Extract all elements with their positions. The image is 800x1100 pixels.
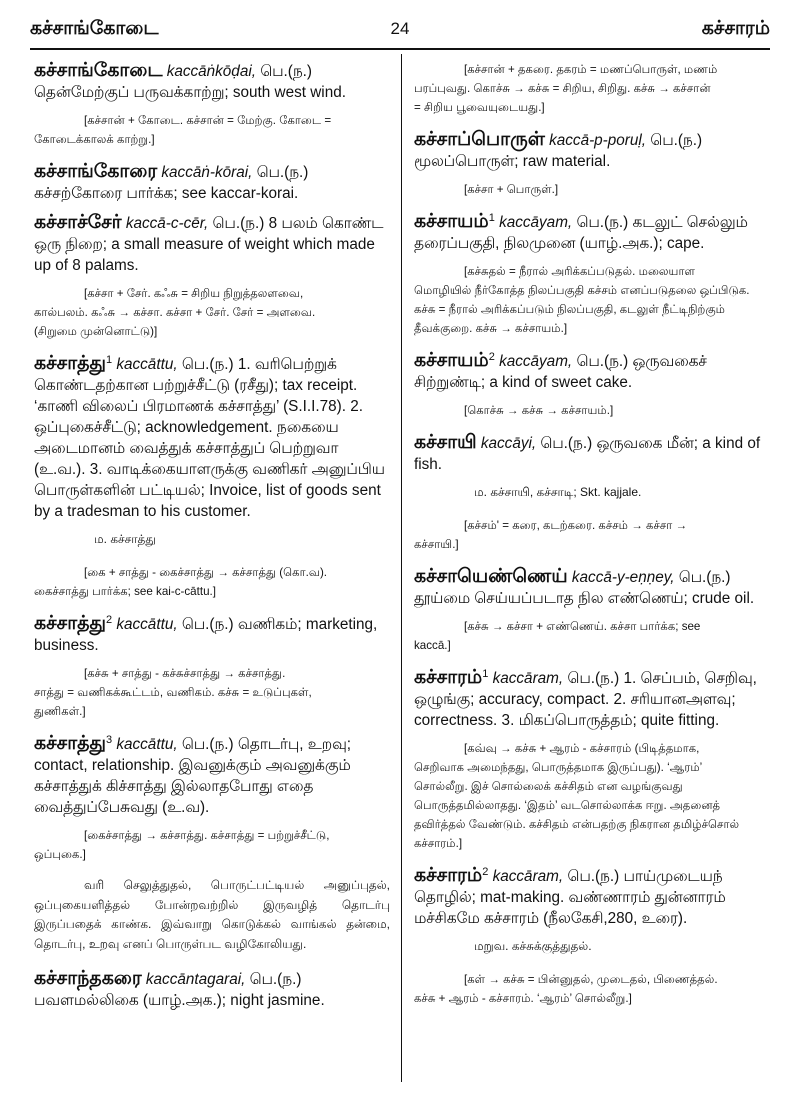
etymology-line: தவிர்த்தல் வேண்டும். கச்சிதம் என்பதற்கு நிகரான தமிழ்ச்சொல் — [414, 818, 740, 831]
part-of-speech: பெ.(ந.) — [256, 164, 309, 181]
etymology-line: தீவக்குறை. கச்சு → கச்சாயம்.] — [414, 322, 568, 335]
definition: கடலுட் செல்லும் தரைப்பகுதி, நிலமுனை (யாழ்.அக.); cape. — [414, 214, 748, 252]
etymology-line: [கைச்சாத்து → கச்சாத்து. கச்சாத்து = பற்றுச்சீட்டு, — [84, 829, 330, 842]
part-of-speech: பெ.(ந.) — [181, 616, 234, 633]
transliteration: kaccāṅkōḍai, — [166, 63, 256, 80]
etymology-line: = சிறிய பூவையுடையது.] — [414, 101, 545, 114]
right-column — [414, 60, 762, 1020]
page-number: 24 — [390, 19, 410, 38]
etymology — [34, 111, 390, 149]
definition: மூலப்பொருள்; raw material. — [414, 153, 611, 170]
part-of-speech: பெ.(ந.) — [249, 971, 302, 988]
part-of-speech: பெ.(ந.) — [678, 569, 731, 586]
page-header — [30, 18, 770, 44]
headword: கச்சாயம் — [414, 350, 489, 371]
part-of-speech: பெ.(ந.) — [576, 214, 629, 231]
definition: பவளமல்லிகை (யாழ்.அக.); night jasmine. — [34, 992, 325, 1009]
etymology-line: [கச்சம்' = கரை, கடற்கரை. கச்சம் → கச்சா → — [464, 519, 688, 532]
dictionary-entry — [414, 566, 762, 609]
etymology — [414, 516, 762, 554]
transliteration: kaccāram, — [492, 670, 564, 687]
dictionary-entry — [34, 968, 390, 1011]
etymology-line: [கச்சா + பொருள்.] — [464, 183, 559, 196]
left-guide-word: கச்சாங்கோடை — [30, 18, 159, 39]
etymology-line: கச்சாயி.] — [414, 538, 459, 551]
headword: கச்சாயெண்ணெய் — [414, 566, 568, 587]
homograph-number: 2 — [482, 865, 489, 878]
etymology-line: [கச்சான் + கோடை. கச்சான் = மேற்கு. கோடை = — [84, 114, 332, 127]
headword: கச்சாங்கோரை — [34, 161, 158, 182]
etymology-line: (சிறுமை முன்னொட்டு)] — [34, 325, 158, 338]
etymology-line: [கவ்வு → கச்சு + ஆரம் - கச்சாரம் (பிடித்தமாக, — [464, 742, 700, 755]
headword: கச்சாயம் — [414, 211, 489, 232]
etymology-line: [கள் → கச்சு = பின்னுதல், முடைதல், பிணைத்தல். — [464, 973, 718, 986]
etymology-line: சாத்து = வணிகக்கூட்டம், வணிகம். கச்சு = உடுப்புகள், — [34, 686, 312, 699]
transliteration: kaccā-c-cēr, — [125, 215, 209, 232]
etymology-line: செறிவாக அமைந்தது, பொருத்தமாக இருப்பது). ‘ஆரம்’ — [414, 761, 703, 774]
etymology-line: [கச்சுதல் = நீரால் அரிக்கப்படுதல். மலையாள — [464, 265, 695, 278]
etymology — [34, 284, 390, 341]
dictionary-entry — [414, 865, 762, 929]
part-of-speech: பெ.(ந.) — [576, 353, 629, 370]
headword: கச்சாத்து — [34, 613, 106, 634]
transliteration: kaccāttu, — [116, 356, 178, 373]
etymology-line: கோடைக்காலக் காற்று.] — [34, 133, 155, 146]
definition: 8 பலம் கொண்ட ஒரு நிறை; a small measure of weight which made up of 8 palams. — [34, 215, 384, 274]
part-of-speech: பெ.(ந.) — [212, 215, 265, 232]
homograph-number: 1 — [482, 667, 489, 680]
transliteration: kaccā-y-eṇṇey, — [571, 569, 675, 586]
dictionary-entry — [414, 432, 762, 475]
etymology — [414, 739, 762, 853]
etymology-line: கச்சு + ஆரம் - கச்சாரம். ‘ஆரம்’ சொல்லீறு.] — [414, 992, 632, 1005]
etymology-line: [கை + சாத்து - கைச்சாத்து → கச்சாத்து (கொ.வ). — [84, 566, 328, 579]
etymology-line: ஒப்புகை.] — [34, 848, 86, 861]
etymology — [34, 664, 390, 721]
dictionary-entry — [34, 212, 390, 276]
homograph-number: 3 — [105, 733, 113, 746]
etymology — [414, 180, 762, 199]
definition: ஒருவகைச் சிற்றுண்டி; a kind of sweet cake. — [414, 353, 707, 391]
dictionary-entry — [34, 613, 390, 656]
headword: கச்சாயி — [414, 432, 477, 453]
etymology-line: கச்சாரம்.] — [414, 837, 463, 850]
usage-note: வரி செலுத்துதல், பொருட்பட்டியல் அனுப்புதல், ஒப்புகையளித்தல் போன்றவற்றில் இருவழித் தொடர்பு இருப்பதைக் காண்க. இவ்வாறு கொடுக்கல் வாங்கல் தன்மை, தொடர்பு, உறவு எனப் பொருள்பட வழிகோலியது. — [34, 878, 390, 951]
definition: 1. வரிபெற்றுக் கொண்டதற்கான பற்றுச்சீட்டு (ரசீது); tax receipt. ‘காணி விலைப் பிரமாணக் கச்சாத்து’ (S.I.I.78). 2. ஒப்புகைச்சீட்டு; acknowledgement. நகையை அடைமானம் வைத்துக் கச்சாத்துப் பெற்றுவா (உ.வ.). 3. வாடிக்கையாளருக்கு வணிகர் அனுப்பிய பொருள்களின் பட்டியல்; Invoice, list of goods sent by a tradesman to his customer. — [34, 356, 385, 520]
etymology-line: பொருத்தமில்லாதது. ‘இதம்’ வடசொல்லாக்க ஈறு. அதனைத் — [414, 799, 721, 812]
headword: கச்சாத்து — [34, 733, 106, 754]
dictionary-entry — [414, 129, 762, 172]
etymology-line: கச்சு = நீரால் அரிக்கப்படும் நிலப்பகுதி, கடலுள் நீட்டிநிற்கும் — [414, 303, 726, 316]
etymology-line: [கொச்சு → கச்சு → கச்சாயம்.] — [464, 404, 614, 417]
headword: கச்சாரம் — [414, 865, 483, 886]
etymology — [414, 970, 762, 1008]
column-divider — [401, 54, 402, 1082]
definition: 1. செப்பம், செறிவு, ஒழுங்கு; accuracy, compact. 2. சரியானஅளவு; correctness. 3. மிகப்பொருத்தம்; quite fitting. — [414, 670, 757, 729]
etymology-line: மொழியில் நீர்கோத்த நிலப்பகுதி கச்சம் எனப்படுதலை ஒப்பிடுக. — [414, 284, 750, 297]
transliteration: kaccāttu, — [116, 736, 178, 753]
etymology — [414, 262, 762, 338]
dictionary-entry — [34, 733, 390, 818]
part-of-speech: பெ.(ந.) — [260, 63, 313, 80]
left-column — [34, 60, 390, 1019]
headword: கச்சாந்தகரை — [34, 968, 142, 989]
etymology-line: கைச்சாத்து பார்க்க; see kai-c-cāttu.] — [34, 585, 216, 598]
etymology-line: [கச்சா + சேர். கஃசு = சிறிய நிறுத்தலளவை, — [84, 287, 304, 300]
etymology-line: துணிகள்.] — [34, 705, 86, 718]
cognates: ம. கச்சாத்து — [94, 532, 156, 546]
etymology — [414, 617, 762, 655]
headword: கச்சாங்கோடை — [34, 60, 163, 81]
definition: வணிகம்; marketing, business. — [34, 616, 378, 654]
headword: கச்சாத்து — [34, 353, 106, 374]
homograph-number: 2 — [488, 350, 495, 363]
part-of-speech: பெ.(ந.) — [567, 670, 620, 687]
etymology-line: [கச்சு → கச்சா + எண்ணெய். கச்சா பார்க்க; see — [464, 620, 701, 633]
cognates: ம. கச்சாயி, கச்சாடி; Skt. kajjale. — [474, 485, 642, 499]
header-rule — [30, 48, 770, 50]
right-guide-word: கச்சாரம் — [701, 18, 770, 39]
homograph-number: 2 — [105, 613, 113, 626]
etymology-line: [கச்சு + சாத்து - கச்சுச்சாத்து → கச்சாத்து. — [84, 667, 286, 680]
etymology-line: சொல்லீறு. இச் சொல்லைக் கச்சிதம் என வழங்குவது — [414, 780, 683, 793]
homograph-number: 1 — [105, 353, 113, 366]
etymology — [414, 60, 762, 117]
etymology-line: பரப்புவது. கொச்சு → கச்சு = சிறிய, சிறிது. கச்சு → கச்சான் — [414, 82, 711, 95]
etymology — [34, 826, 390, 864]
etymology-line: கால்பலம். கஃசு → கச்சா. கச்சா + சேர். சேர் = அளவை. — [34, 306, 316, 319]
part-of-speech: பெ.(ந.) — [540, 435, 593, 452]
dictionary-entry — [34, 60, 390, 103]
transliteration: kaccāram, — [492, 868, 564, 885]
etymology-line: kaccā.] — [414, 639, 451, 652]
definition: ஒருவகை மீன்; a kind of fish. — [414, 435, 761, 473]
etymology — [414, 401, 762, 420]
transliteration: kaccāyam, — [499, 353, 573, 370]
dictionary-entry — [34, 353, 390, 522]
etymology — [34, 563, 390, 601]
headword: கச்சாச்சேர் — [34, 212, 122, 233]
part-of-speech: பெ.(ந.) — [181, 356, 234, 373]
headword: கச்சாரம் — [414, 667, 483, 688]
transliteration: kaccāyi, — [480, 435, 537, 452]
transliteration: kaccāntagarai, — [145, 971, 246, 988]
definition: தூய்மை செய்யப்படாத நில எண்ணெய்; crude oil. — [414, 590, 755, 607]
dictionary-entry — [34, 161, 390, 204]
headword: கச்சாப்பொருள் — [414, 129, 545, 150]
etymology-line: [கச்சான் + தகரை. தகரம் = மணப்பொருள், மணம் — [464, 63, 718, 76]
part-of-speech: பெ.(ந.) — [650, 132, 703, 149]
definition: கச்சற்கோரை பார்க்க; see kaccar-korai. — [34, 185, 299, 202]
dictionary-entry — [414, 350, 762, 393]
part-of-speech: பெ.(ந.) — [181, 736, 234, 753]
transliteration: kaccāttu, — [116, 616, 178, 633]
transliteration: kaccā-p-poruḷ, — [549, 132, 647, 149]
dictionary-entry — [414, 667, 762, 731]
transliteration: kaccāyam, — [499, 214, 573, 231]
definition: தென்மேற்குப் பருவக்காற்று; south west wind. — [34, 84, 346, 101]
dictionary-entry — [414, 211, 762, 254]
homograph-number: 1 — [488, 211, 495, 224]
definition: தொடர்பு, உறவு; contact, relationship. இவனுக்கும் அவனுக்கும் கச்சாத்துக் கிச்சாத்து இல்லாதபோது எதை வைத்துப்பேசுவது (உ.வ). — [34, 736, 351, 816]
part-of-speech: பெ.(ந.) — [567, 868, 620, 885]
synonyms: மறுவ. கச்சுக்குத்துதல். — [474, 939, 592, 953]
transliteration: kaccāṅ-kōrai, — [161, 164, 253, 181]
definition: பாய்முடையந் தொழில்; mat-making. வண்ணாரம் துன்னாரம் மச்சிகமே கச்சாரம் (நீலகேசி,280, உரை). — [414, 868, 726, 927]
